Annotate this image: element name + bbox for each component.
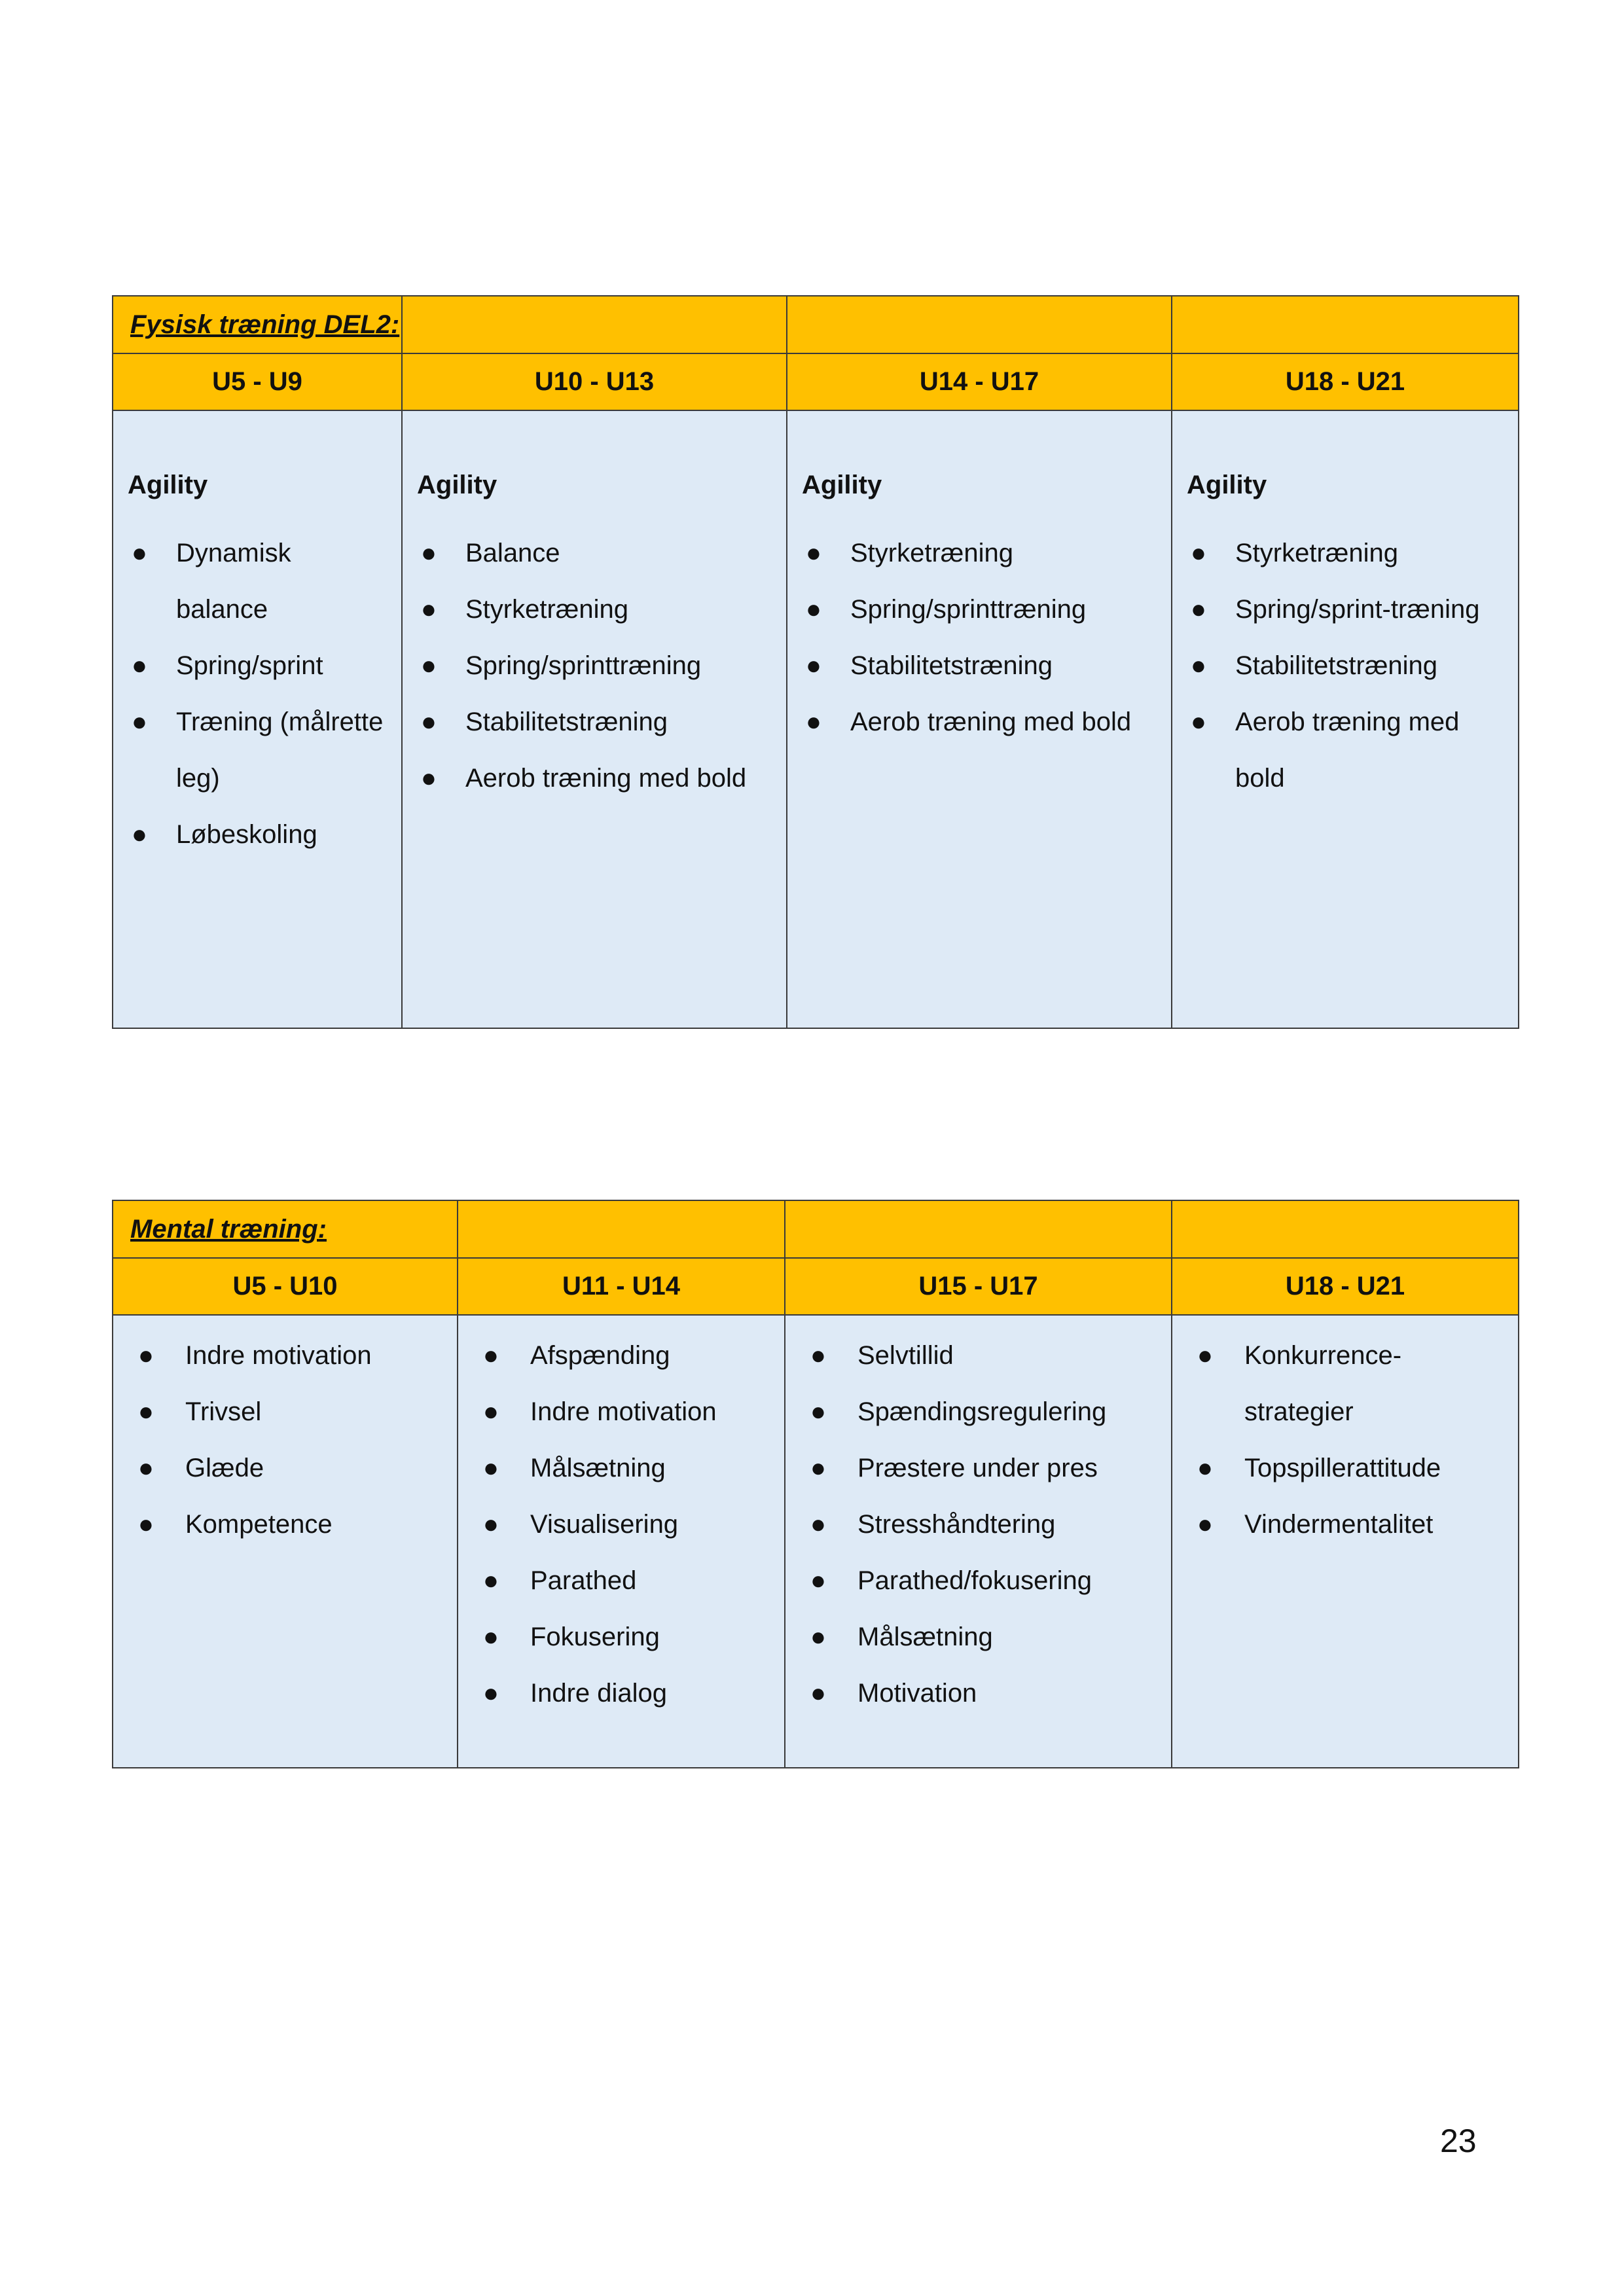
bullet-icon: ● xyxy=(137,1454,154,1482)
list-item: ● Løbeskoling xyxy=(176,806,389,863)
table-title-cell xyxy=(113,1200,458,1258)
list-item: ● Spring/sprint xyxy=(176,637,389,694)
list-item: ● Topspillerattitude xyxy=(1244,1440,1506,1496)
group-heading: Agility xyxy=(417,471,497,499)
bullet-icon: ● xyxy=(1190,708,1207,736)
table-title-row xyxy=(113,1200,1519,1258)
age-group-header: U10 - U13 xyxy=(402,353,787,410)
bullet-icon: ● xyxy=(810,1566,827,1595)
list-item: ● Konkurrence-strategier xyxy=(1244,1327,1506,1440)
list-item: ● Træning (målrette leg) xyxy=(176,694,389,806)
bullet-icon: ● xyxy=(1197,1510,1214,1539)
mental-training-table xyxy=(112,1200,1519,1768)
bullet-icon: ● xyxy=(1197,1454,1214,1482)
age-group-header: U11 - U14 xyxy=(458,1258,785,1315)
item-list xyxy=(1187,525,1506,806)
content-cell xyxy=(1172,1315,1519,1768)
list-item: ● Fokusering xyxy=(530,1609,772,1665)
bullet-icon: ● xyxy=(131,820,148,849)
age-group-header: U18 - U21 xyxy=(1172,353,1519,410)
list-item: ● Parathed xyxy=(530,1552,772,1609)
bullet-icon: ● xyxy=(482,1679,499,1708)
bullet-icon: ● xyxy=(137,1510,154,1539)
empty-header-cell xyxy=(787,296,1172,353)
physical-training-table xyxy=(112,295,1519,1029)
bullet-icon: ● xyxy=(810,1397,827,1426)
table-title: Mental træning: xyxy=(130,1214,327,1244)
group-heading: Agility xyxy=(1187,471,1267,499)
age-group-row xyxy=(113,353,1519,410)
empty-header-cell xyxy=(1172,1200,1519,1258)
empty-header-cell xyxy=(402,296,787,353)
content-cell xyxy=(1172,410,1519,1028)
content-cell xyxy=(787,410,1172,1028)
list-item: ● Kompetence xyxy=(185,1496,445,1552)
list-item: ● Stabilitetstræning xyxy=(1235,637,1506,694)
list-item: ● Spring/sprinttræning xyxy=(850,581,1159,637)
content-cell xyxy=(785,1315,1172,1768)
bullet-icon: ● xyxy=(131,651,148,680)
group-heading: Agility xyxy=(802,471,882,499)
bullet-icon: ● xyxy=(1190,539,1207,567)
list-item: ● Stabilitetstræning xyxy=(465,694,774,750)
list-item: ● Stresshåndtering xyxy=(857,1496,1159,1552)
item-list xyxy=(1187,1327,1506,1552)
item-list xyxy=(417,525,774,806)
content-cell xyxy=(113,410,402,1028)
bullet-icon: ● xyxy=(482,1510,499,1539)
list-item: ● Aerob træning med bold xyxy=(850,694,1159,750)
content-cell xyxy=(402,410,787,1028)
bullet-icon: ● xyxy=(805,708,822,736)
bullet-icon: ● xyxy=(810,1623,827,1651)
bullet-icon: ● xyxy=(1197,1341,1214,1370)
age-group-header: U18 - U21 xyxy=(1172,1258,1519,1315)
age-group-header: U15 - U17 xyxy=(785,1258,1172,1315)
bullet-icon: ● xyxy=(805,595,822,624)
list-item: ● Aerob træning med bold xyxy=(465,750,774,806)
bullet-icon: ● xyxy=(482,1454,499,1482)
bullet-icon: ● xyxy=(420,595,437,624)
item-list xyxy=(802,525,1159,750)
list-item: ● Glæde xyxy=(185,1440,445,1496)
bullet-icon: ● xyxy=(131,708,148,736)
bullet-icon: ● xyxy=(810,1341,827,1370)
group-heading: Agility xyxy=(128,471,208,499)
bullet-icon: ● xyxy=(482,1341,499,1370)
list-item: ● Styrketræning xyxy=(465,581,774,637)
list-item: ● Styrketræning xyxy=(1235,525,1506,581)
age-group-header: U5 - U10 xyxy=(113,1258,458,1315)
empty-header-cell xyxy=(1172,296,1519,353)
bullet-icon: ● xyxy=(482,1397,499,1426)
bullet-icon: ● xyxy=(482,1623,499,1651)
list-item: ● Målsætning xyxy=(530,1440,772,1496)
bullet-icon: ● xyxy=(805,539,822,567)
bullet-icon: ● xyxy=(1190,595,1207,624)
item-list xyxy=(473,1327,772,1721)
list-item: ● Visualisering xyxy=(530,1496,772,1552)
item-list xyxy=(800,1327,1159,1721)
list-item: ● Parathed/fokusering xyxy=(857,1552,1159,1609)
bullet-icon: ● xyxy=(810,1510,827,1539)
list-item: ● Motivation xyxy=(857,1665,1159,1721)
table-title-cell xyxy=(113,296,402,353)
content-cell xyxy=(458,1315,785,1768)
bullet-icon: ● xyxy=(420,651,437,680)
list-item: ● Trivsel xyxy=(185,1384,445,1440)
age-group-row xyxy=(113,1258,1519,1315)
bullet-icon: ● xyxy=(482,1566,499,1595)
bullet-icon: ● xyxy=(137,1397,154,1426)
table-title: Fysisk træning DEL2: xyxy=(130,310,400,339)
list-item: ● Aerob træning med bold xyxy=(1235,694,1506,806)
empty-header-cell xyxy=(785,1200,1172,1258)
bullet-icon: ● xyxy=(420,764,437,793)
list-item: ● Balance xyxy=(465,525,774,581)
list-item: ● Indre motivation xyxy=(185,1327,445,1384)
age-group-header: U5 - U9 xyxy=(113,353,402,410)
list-item: ● Præstere under pres xyxy=(857,1440,1159,1496)
bullet-icon: ● xyxy=(1190,651,1207,680)
list-item: ● Indre motivation xyxy=(530,1384,772,1440)
bullet-icon: ● xyxy=(420,708,437,736)
bullet-icon: ● xyxy=(131,539,148,567)
list-item: ● Dynamisk balance xyxy=(176,525,389,637)
list-item: ● Spring/sprinttræning xyxy=(465,637,774,694)
empty-header-cell xyxy=(458,1200,785,1258)
list-item: ● Stabilitetstræning xyxy=(850,637,1159,694)
bullet-icon: ● xyxy=(805,651,822,680)
bullet-icon: ● xyxy=(420,539,437,567)
list-item: ● Afspænding xyxy=(530,1327,772,1384)
age-group-header: U14 - U17 xyxy=(787,353,1172,410)
list-item: ● Spændingsregulering xyxy=(857,1384,1159,1440)
list-item: ● Målsætning xyxy=(857,1609,1159,1665)
list-item: ● Spring/sprint-træning xyxy=(1235,581,1506,637)
table-title-row xyxy=(113,296,1519,353)
item-list xyxy=(128,525,389,863)
bullet-icon: ● xyxy=(810,1679,827,1708)
bullet-icon: ● xyxy=(137,1341,154,1370)
content-row xyxy=(113,410,1519,1028)
item-list xyxy=(128,1327,445,1552)
list-item: ● Indre dialog xyxy=(530,1665,772,1721)
list-item: ● Vindermentalitet xyxy=(1244,1496,1506,1552)
list-item: ● Styrketræning xyxy=(850,525,1159,581)
content-cell xyxy=(113,1315,458,1768)
bullet-icon: ● xyxy=(810,1454,827,1482)
list-item: ● Selvtillid xyxy=(857,1327,1159,1384)
page-number: 23 xyxy=(1440,2123,1477,2159)
content-row xyxy=(113,1315,1519,1768)
